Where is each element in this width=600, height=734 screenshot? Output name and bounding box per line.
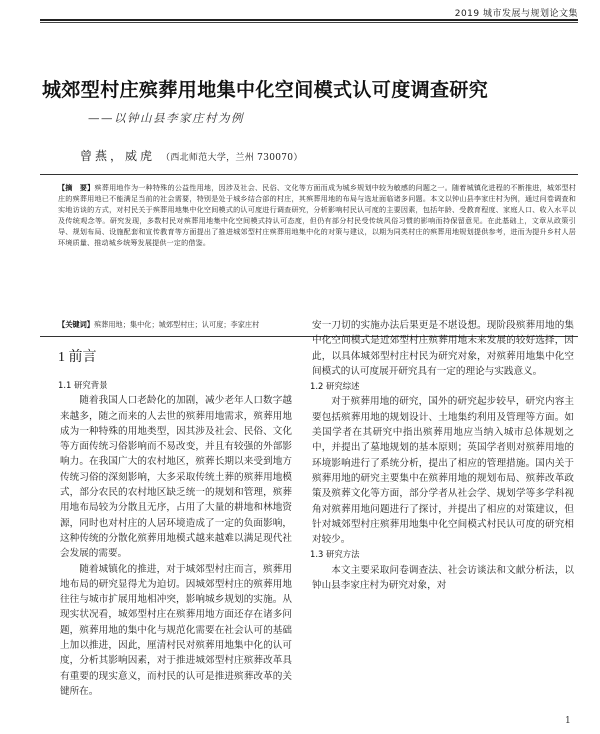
subsection-heading-methods: 1.3 研究方法	[310, 549, 360, 560]
paragraph-review: 对于殡葬用地的研究，国外的研究起步较早，研究内容主要包括殡葬用地的规划设计、土地集约利用及管理等方面。如美国学者在其研究中指出殡葬用地应当纳入城市总体规划之中，并提出了墓地规划的基本原则；英国学者则对殡葬用地的环境影响进行了系统分析，提出了相应的管理措施。国内关于殡葬用地的研究主要集中在殡葬用地的规划布局、殡葬改革政策及殡葬文化等方面，部分学者从社会学、规划学等多学科视角对殡葬用地问题进行了探讨，并提出了相应的对策建议，但针对城郊型村庄殡葬用地集中化空间模式村民认可度的研究相对较少。	[312, 396, 574, 546]
paragraph-background-2: 随着城镇化的推进，对于城郊型村庄而言，殡葬用地布局的研究显得尤为迫切。因城郊型村庄的殡葬用地往往与城市扩展用地相冲突，影响城乡规划的实施。从现实状况看，城郊型村庄在殡葬用地方面还存在诸多问题，殡葬用地的集中化与规范化需要在社会认可的基础上加以推进，因此，厘清村民对殡葬用地集中化的认可度，分析其影响因素，对于推进城郊型村庄殡葬改革具有重要的现实意义，而村民的认可是推进殡葬改革的关键所在。	[60, 563, 292, 697]
paper-subtitle: ——以钟山县李家庄村为例	[88, 111, 244, 125]
author-names: 曾燕，威虎	[80, 149, 156, 163]
paragraph-continued: 安一刀切的实施办法后果更是不堪设想。现阶段殡葬用地的集中化空间模式是近郊型村庄殡葬用地未来发展的较好选择，因此，以具体城郊型村庄村民为研究对象，对殡葬用地集中化空间模式的认可度展开研究具有一定的理论与实践意义。	[312, 320, 574, 377]
abstract-top-rule	[40, 174, 578, 175]
page-number: 1	[565, 716, 571, 726]
abstract-label: 【摘 要】	[58, 183, 95, 192]
author-affiliation: （西北师范大学，兰州 730070）	[161, 153, 303, 163]
header-rule-thin	[40, 22, 578, 23]
author-line	[80, 147, 303, 164]
paragraph-background-1: 随着我国人口老龄化的加剧，减少老年人口数字越来越多，随之而来的人去世的殡葬用地需求，殡葬用地成为一种特殊的用地类型，因其涉及社会、民俗、文化等方面传统习俗影响而不易改变，并且有较强的外部影响力。在我国广大的农村地区，殡葬长期以来受到地方传统习俗的深刻影响，大多采取传统土葬的殡葬用地模式，部分农民的农村地区缺乏统一的规划和管理，殡葬用地布局较为分散且无序，占用了大量的耕地和林地资源，同时也对村庄的人居环境造成了一定的负面影响，这种传统的分散化殡葬用地模式越来越难以满足现代社会发展的需要。	[60, 395, 292, 560]
left-column	[60, 340, 292, 699]
subsection-heading-background: 1.1 研究背景	[58, 380, 108, 390]
right-column	[312, 318, 574, 593]
header-rule	[40, 19, 578, 21]
abstract	[58, 182, 576, 249]
abstract-text: 殡葬用地作为一种特殊的公益性用地，因涉及社会、民俗、文化等方面而成为城乡规划中较为敏感的问题之一。随着城镇化进程的不断推进，城郊型村庄的殡葬用地已不能满足当前的社会需要，特别是处于城乡结合部的村庄，其殡葬用地的布局与选址面临诸多问题。本文以钟山县李家庄村为例，通过问卷调查和实地访谈的方式，对村民关于殡葬用地集中化空间模式的认可度进行调查研究，分析影响村民认可度的主要因素，包括年龄、受教育程度、家庭人口、收入水平以及传统观念等。研究发现，多数村民对殡葬用地集中化空间模式持认可态度，但仍有部分村民受传统风俗习惯的影响而持保留意见。在此基础上，文章从政策引导、规划布局、设施配套和宣传教育等方面提出了推进城郊型村庄殡葬用地集中化的对策与建议，以期为同类村庄的殡葬用地规划提供参考，进而为提升乡村人居环境质量、推动城乡统筹发展提供一定的借鉴。	[58, 183, 576, 248]
keywords-label: 【关键词】	[58, 320, 94, 329]
running-header: 2019 城市发展与规划论文集	[454, 9, 578, 19]
paper-title: 城郊型村庄殡葬用地集中化空间模式认可度调查研究	[42, 79, 489, 101]
keywords-text: 殡葬用地；集中化；城郊型村庄；认可度；李家庄村	[93, 320, 260, 329]
paragraph-methods: 本文主要采取问卷调查法、社会访谈法和文献分析法，以钟山县李家庄村为研究对象，对	[312, 564, 574, 592]
subsection-heading-review: 1.2 研究综述	[310, 381, 360, 392]
section-heading-intro: 1 前言	[58, 350, 97, 365]
